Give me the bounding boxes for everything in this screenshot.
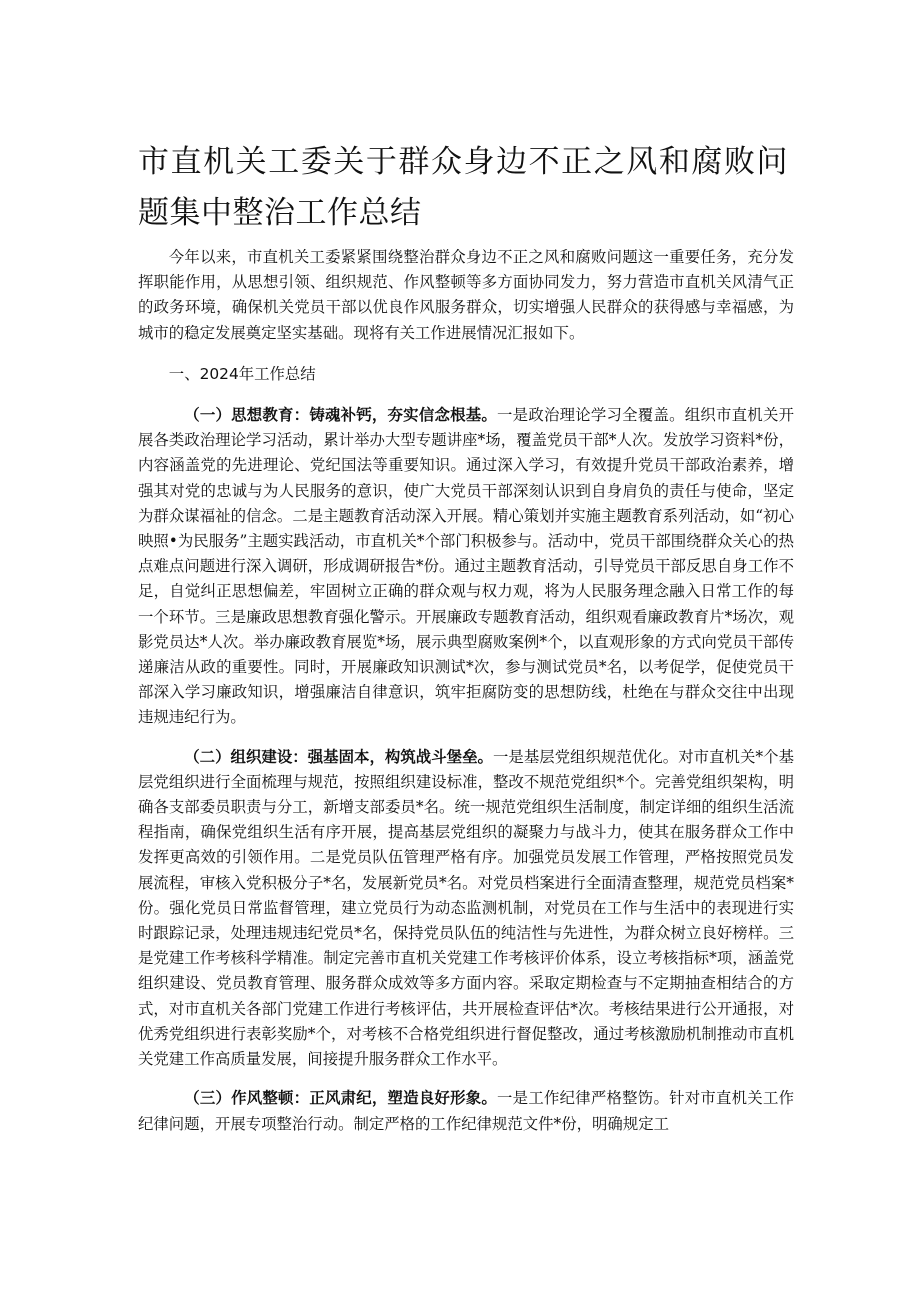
subsection-lead: （一）思想教育：铸魂补钙，夯实信念根基。 bbox=[184, 406, 498, 425]
document-title: 市直机关工委关于群众身边不正之风和腐败问题集中整治工作总结 bbox=[138, 144, 788, 231]
paragraph-text: 一是政治理论学习全覆盖。组织市直机关开展各类政治理论学习活动，累计举办大型专题讲座*场，覆盖党员干部*人次。发放学习资料*份，内容涵盖党的先进理论、党纪国法等重要知识。通过深入学习，有效提升党员干部政治素养，增强其对党的忠诚与为人民服务的意识，使广大党员干部深刻认识到自身肩负的责任与使命，坚定为群众谋福祉的信念。二是主题教育活动深入开展。精心策划并实施主题教育系列活动，如“初心映照•为民服务”主题实践活动，市直机关*个部门积极参与。活动中，党员干部围绕群众关心的热点难点问题进行深入调研，形成调研报告*份。通过主题教育活动，引导党员干部反思自身工作不足，自觉纠正思想偏差，牢固树立正确的群众观与权力观，将为人民服务理念融入日常工作的每一个环节。三是廉政思想教育强化警示。开展廉政专题教育活动，组织观看廉政教育片*场次，观影党员达*人次。举办廉政教育展览*场，展示典型腐败案例*个，以直观形象的方式向党员干部传递廉洁从政的重要性。同时，开展廉政知识测试*次，参与测试党员*名，以考促学，促使党员干部深入学习廉政知识，增强廉洁自律意识，筑牢拒腐防变的思想防线，杜绝在与群众交往中出现违规违纪行为。 bbox=[138, 406, 794, 727]
paragraph-work-style bbox=[138, 1086, 794, 1136]
document-body bbox=[138, 245, 794, 1151]
paragraph-text: 一是基层党组织规范优化。对市直机关*个基层党组织进行全面梳理与规范，按照组织建设标准，整改不规范党组织*个。完善党组织架构，明确各支部委员职责与分工，新增支部委员*名。统一规范党组织生活制度，制定详细的组织生活流程指南，确保党组织生活有序开展，提高基层党组织的凝聚力与战斗力，使其在服务群众工作中发挥更高效的引领作用。二是党员队伍管理严格有序。加强党员发展工作管理，严格按照党员发展流程，审核入党积极分子*名，发展新党员*名。对党员档案进行全面清查整理，规范党员档案*份。强化党员日常监督管理，建立党员行为动态监测机制，对党员在工作与生活中的表现进行实时跟踪记录，处理违规违纪党员*名，保持党员队伍的纯洁性与先进性，为群众树立良好榜样。三是党建工作考核科学精准。制定完善市直机关党建工作考核评价体系，设立考核指标*项，涵盖党组织建设、党员教育管理、服务群众成效等多方面内容。采取定期检查与不定期抽查相结合的方式，对市直机关各部门党建工作进行考核评估，共开展检查评估*次。考核结果进行公开通报，对优秀党组织进行表彰奖励*个，对考核不合格党组织进行督促整改，通过考核激励机制推动市直机关党建工作高质量发展，间接提升服务群众工作水平。 bbox=[138, 747, 794, 1069]
section-heading: 一、2024年工作总结 bbox=[168, 364, 316, 383]
paragraph-thought-education bbox=[138, 403, 794, 731]
intro-paragraph: 今年以来，市直机关工委紧紧围绕整治群众身边不正之风和腐败问题这一重要任务，充分发挥职能作用，从思想引领、组织规范、作风整顿等多方面协同发力，努力营造市直机关风清气正的政务环境，确保机关党员干部以优良作风服务群众，切实增强人民群众的获得感与幸福感，为城市的稳定发展奠定坚实基础。现将有关工作进展情况汇报如下。 bbox=[138, 248, 794, 342]
subsection-lead: （二）组织建设：强基固本，构筑战斗堡垒。 bbox=[184, 747, 493, 766]
paragraph-text: 一是工作纪律严格整饬。针对市直机关工作纪律问题，开展专项整治行动。制定严格的工作纪律规范文件*份，明确规定工 bbox=[138, 1089, 794, 1133]
paragraph-organization-building bbox=[138, 745, 794, 1073]
subsection-lead: （三）作风整顿：正风肃纪，塑造良好形象。 bbox=[184, 1089, 498, 1108]
